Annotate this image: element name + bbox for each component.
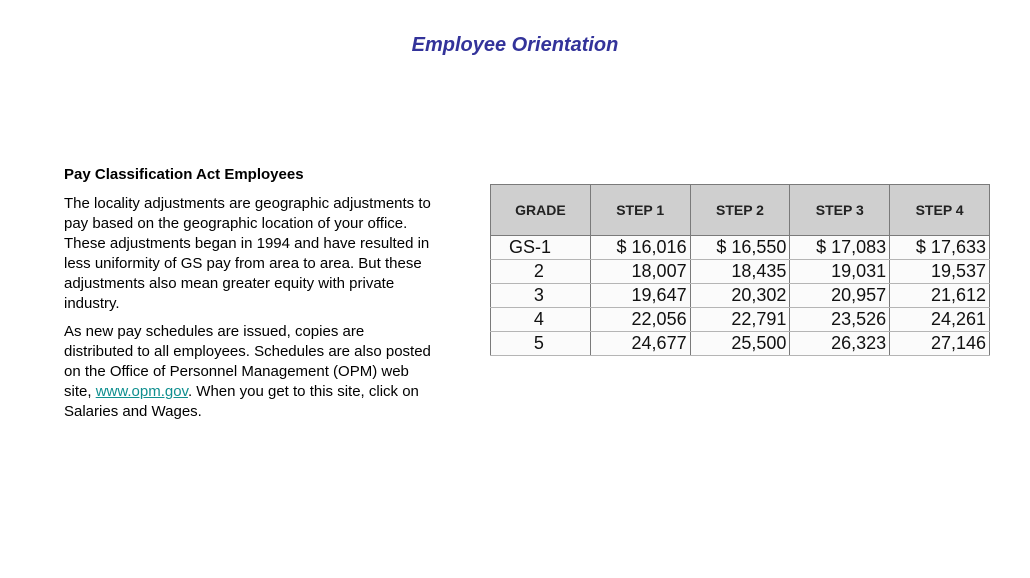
cell-step-4: 27,146: [890, 332, 990, 356]
cell-step-1: 24,677: [590, 332, 690, 356]
cell-step-2: 25,500: [690, 332, 790, 356]
cell-grade: 5: [491, 332, 591, 356]
opm-link[interactable]: www.opm.gov: [95, 383, 188, 400]
cell-step-3: 19,031: [790, 260, 890, 284]
table-row: [491, 308, 990, 332]
cell-step-4: 19,537: [890, 260, 990, 284]
cell-step-4: 24,261: [890, 308, 990, 332]
header-step-3: STEP 3: [790, 185, 890, 236]
paragraph-schedules: [64, 322, 436, 422]
slide-title: Employee Orientation: [411, 34, 619, 56]
pay-table: [490, 184, 990, 356]
table-row: [491, 236, 990, 260]
table-row: [491, 284, 990, 308]
header-step-2: STEP 2: [690, 185, 790, 236]
text-column: [64, 165, 436, 430]
cell-step-3: $ 17,083: [790, 236, 890, 260]
cell-step-2: 22,791: [690, 308, 790, 332]
cell-step-1: 22,056: [590, 308, 690, 332]
cell-step-2: $ 16,550: [690, 236, 790, 260]
cell-step-1: 18,007: [590, 260, 690, 284]
cell-step-3: 20,957: [790, 284, 890, 308]
pay-table-image: [490, 184, 986, 353]
cell-step-4: $ 17,633: [890, 236, 990, 260]
cell-step-4: 21,612: [890, 284, 990, 308]
section-heading: Pay Classification Act Employees: [64, 166, 304, 183]
cell-step-3: 26,323: [790, 332, 890, 356]
cell-step-2: 20,302: [690, 284, 790, 308]
cell-step-3: 23,526: [790, 308, 890, 332]
header-step-4: STEP 4: [890, 185, 990, 236]
paragraph-schedules-start: As new pay schedules are issued, copies are distributed to all employees. Schedules are also posted on the Office of Personnel Management (OPM) web site,: [64, 323, 431, 400]
header-step-1: STEP 1: [590, 185, 690, 236]
cell-step-1: $ 16,016: [590, 236, 690, 260]
cell-grade: 2: [491, 260, 591, 284]
pay-table-header-row: [491, 185, 990, 236]
table-row: [491, 332, 990, 356]
cell-grade: GS-1: [491, 236, 591, 260]
header-grade: GRADE: [491, 185, 591, 236]
cell-grade: 3: [491, 284, 591, 308]
paragraph-locality: The locality adjustments are geographic adjustments to pay based on the geographic location of your office. These adjustments began in 1994 and have resulted in less uniformity of GS pay from area to area. But these adjustments also mean greater equity with private industry.: [64, 195, 431, 312]
paragraph-schedules-end: . When you get to this site, click on Salaries and Wages.: [64, 383, 419, 420]
cell-step-2: 18,435: [690, 260, 790, 284]
table-row: [491, 260, 990, 284]
cell-step-1: 19,647: [590, 284, 690, 308]
cell-grade: 4: [491, 308, 591, 332]
